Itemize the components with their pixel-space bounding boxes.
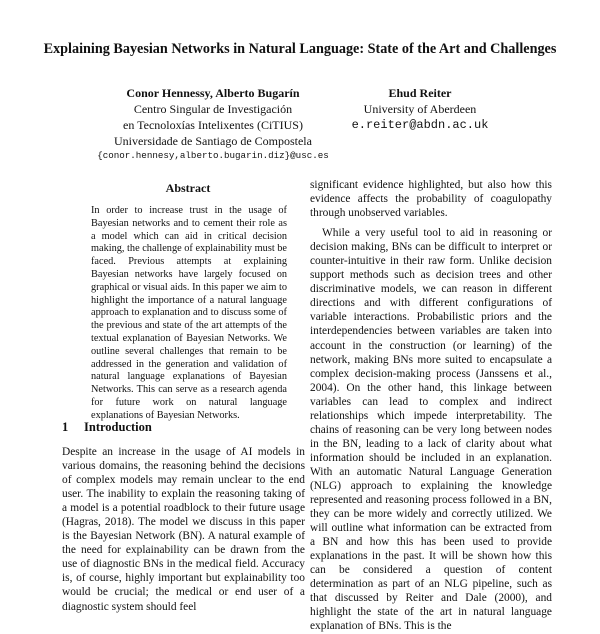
author-email-right: e.reiter@abdn.ac.uk [351, 118, 489, 132]
section-number: 1 [62, 420, 69, 434]
right-column-body [310, 178, 552, 633]
affiliation-line-3: Universidade de Santiago de Compostela [114, 134, 312, 148]
author-names-right: Ehud Reiter [388, 86, 452, 100]
right-paragraph-1: significant evidence highlighted, but also how this evidence affects the probability of coagulopathy through unobserved variables. [310, 179, 552, 220]
section-heading-introduction [62, 420, 152, 435]
paper-title: Explaining Bayesian Networks in Natural Language: State of the Art and Challenges [43, 41, 557, 57]
affiliation-line-2: en Tecnoloxías Intelixentes (CiTIUS) [123, 118, 303, 132]
author-block-left [88, 85, 338, 163]
author-block-right [330, 85, 510, 133]
section-title: Introduction [84, 420, 152, 434]
author-names-left: Conor Hennessy, Alberto Bugarín [126, 86, 300, 100]
abstract-text: In order to increase trust in the usage of Bayesian networks and to cement their role as a model which can aid in critical decision making, the challenge of explainability must be faced. Previous attempts at explaining Bayesian networks have largely focused on graphical or visual aids. In this paper we aim to highlight the importance of a natural language approach to explanation and to discuss some of the previous and state of the art attempts of the textual explanation of Bayesian Networks. We outline several challenges that remain to be addressed in the generation and validation of natural language explanations of Bayesian Networks. This can serve as a research agenda for future work on natural language explanations of Bayesian Networks. [91, 205, 287, 421]
author-email-left: {conor.hennesy,alberto.bugarin.diz}@usc.es [97, 150, 329, 161]
affiliation-right: University of Aberdeen [363, 102, 477, 116]
abstract-heading: Abstract [165, 181, 211, 195]
introduction-paragraph: Despite an increase in the usage of AI models in various domains, the reasoning behind the decisions of complex models may remain unclear to the end user. The inability to explain the reasoning taking of a model is a potential roadblock to their future usage (Hagras, 2018). The model we discuss in this paper is the Bayesian Network (BN). A natural example of the need for explainability can be drawn from the use of diagnostic BNs in the medical field. Accuracy is, of course, highly important but explainability too would be crucial; the medical or end user of a diagnostic system should feel [62, 446, 305, 613]
affiliation-line-1: Centro Singular de Investigación [133, 102, 293, 116]
right-paragraph-2: While a very useful tool to aid in reasoning or decision making, BNs can be difficult to interpret or counter-intuitive in their raw form. Unlike decision support methods such as decision trees and other discriminative models, we can reason in different directions and with different configurations of variable interactions. Probabilistic priors and the interdependencies between variables are taken into account in the construction (or learning) of the network, making BNs more suited to encapsulate a complex decision-making process (Janssens et al., 2004). On the other hand, this linkage between variables can lead to complex and indirect relationships which impede interpretability. The chains of reasoning can be very long between nodes in the BN, leading to a lack of clarity about what information should be included in an explanation. With an automatic Natural Language Generation (NLG) approach to explaining the knowledge represented and reasoning process followed in a BN, they can be more widely and correctly utilized. We will outline what information can be extracted from a BN and how this has been used to provide explanations in the past. It will be shown how this can be considered a question of content determination as part of an NLG pipeline, such as that discussed by Reiter and Dale (2000), and highlight the state of the art in natural language explanation of BNs. This is the [310, 227, 552, 633]
